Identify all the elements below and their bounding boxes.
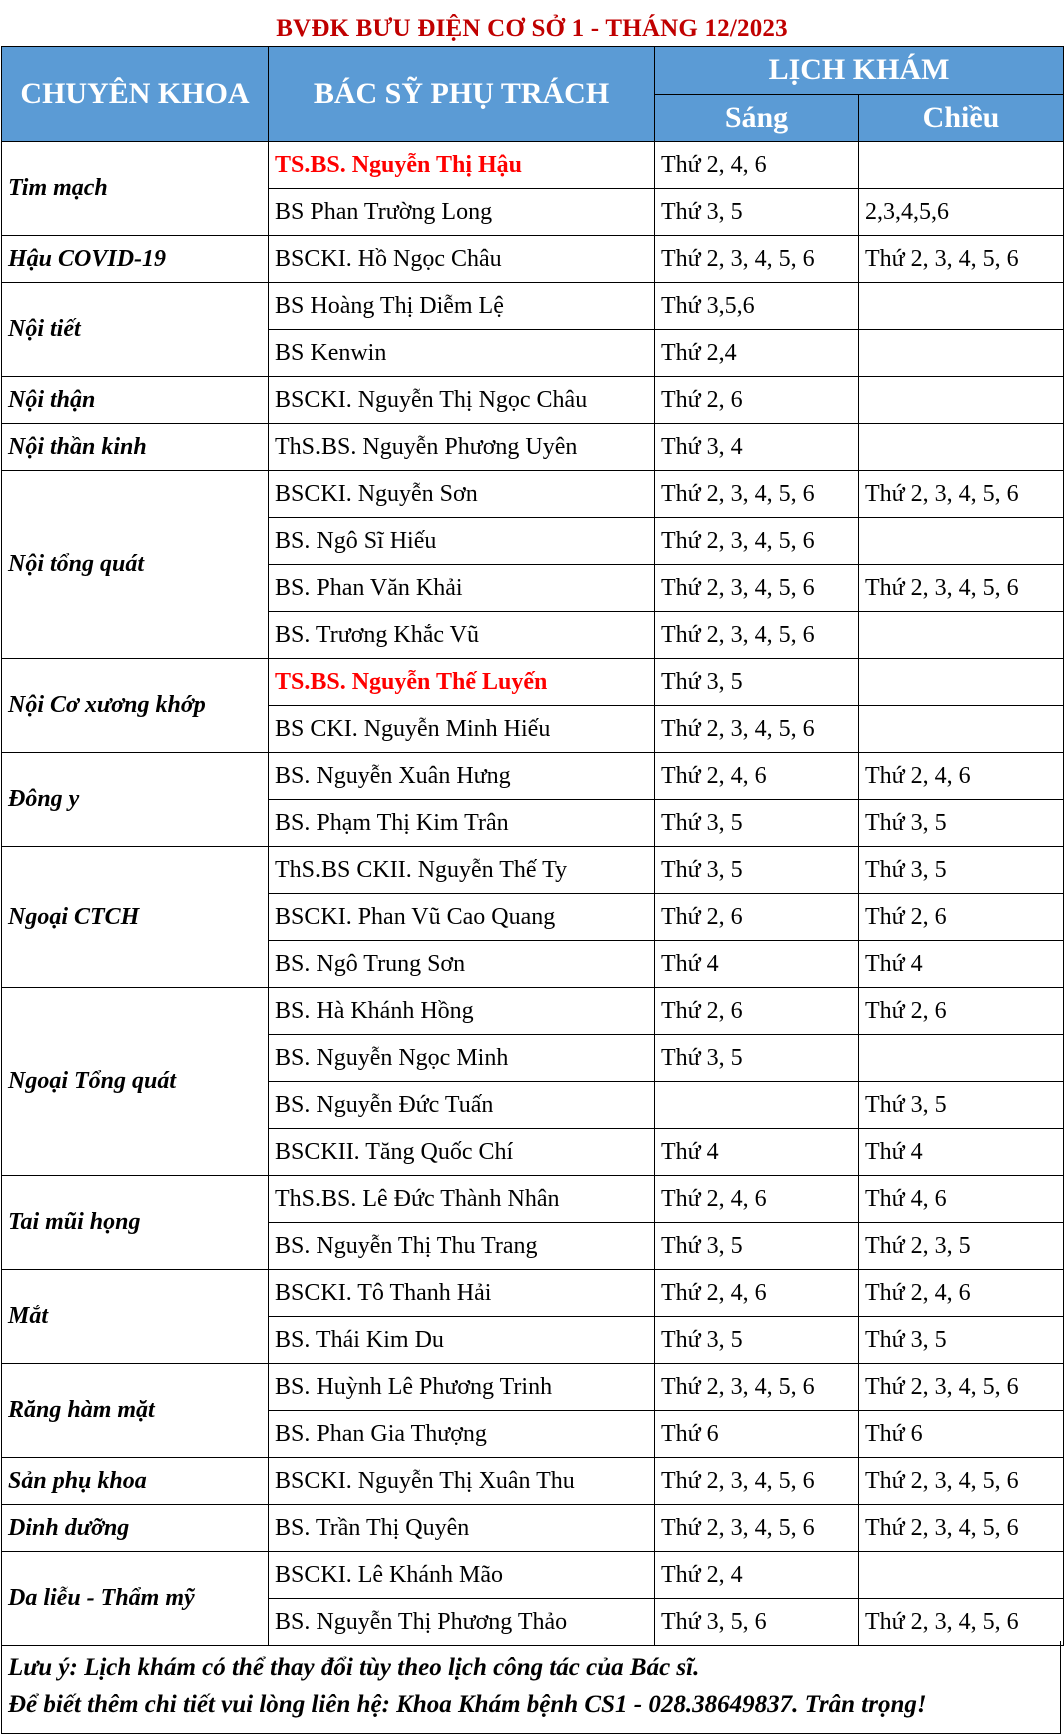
afternoon-cell [859, 330, 1064, 377]
morning-cell: Thứ 2, 6 [655, 377, 859, 424]
afternoon-cell: Thứ 2, 3, 4, 5, 6 [859, 236, 1064, 283]
afternoon-cell [859, 142, 1064, 189]
doctor-cell: BS. Ngô Sĩ Hiếu [269, 518, 655, 565]
afternoon-cell: Thứ 2, 3, 4, 5, 6 [859, 1505, 1064, 1552]
doctor-cell: BSCKI. Lê Khánh Mão [269, 1552, 655, 1599]
morning-cell: Thứ 2, 6 [655, 988, 859, 1035]
doctor-cell: BS. Phan Gia Thượng [269, 1411, 655, 1458]
specialty-cell: Hậu COVID-19 [2, 236, 269, 283]
footer-note [1, 1641, 1061, 1734]
doctor-cell: BS. Trần Thị Quyên [269, 1505, 655, 1552]
doctor-cell: BS Kenwin [269, 330, 655, 377]
specialty-cell: Sản phụ khoa [2, 1458, 269, 1505]
doctor-cell: TS.BS. Nguyễn Thị Hậu [269, 142, 655, 189]
doctor-cell: BS. Ngô Trung Sơn [269, 941, 655, 988]
afternoon-cell: Thứ 6 [859, 1411, 1064, 1458]
afternoon-cell [859, 424, 1064, 471]
doctor-cell: BS. Trương Khắc Vũ [269, 612, 655, 659]
morning-cell: Thứ 2, 4, 6 [655, 142, 859, 189]
doctor-cell: BS. Nguyễn Ngọc Minh [269, 1035, 655, 1082]
doctor-cell: ThS.BS CKII. Nguyễn Thế Ty [269, 847, 655, 894]
morning-cell: Thứ 6 [655, 1411, 859, 1458]
afternoon-cell: Thứ 3, 5 [859, 1082, 1064, 1129]
specialty-cell: Da liễu - Thẩm mỹ [2, 1552, 269, 1646]
afternoon-cell: 2,3,4,5,6 [859, 189, 1064, 236]
specialty-cell: Ngoại CTCH [2, 847, 269, 988]
table-row [2, 847, 1064, 894]
note-line-1: Lưu ý: Lịch khám có thể thay đổi tùy theo lịch công tác của Bác sĩ. [8, 1654, 700, 1681]
table-header [2, 47, 1064, 142]
table-row [2, 988, 1064, 1035]
table-row [2, 283, 1064, 330]
doctor-cell: BS. Hà Khánh Hồng [269, 988, 655, 1035]
morning-cell: Thứ 3, 5 [655, 659, 859, 706]
table-row [2, 1552, 1064, 1599]
note-line-2: Để biết thêm chi tiết vui lòng liên hệ: Khoa Khám bệnh CS1 - 028.38649837. Trân trọng! [8, 1691, 927, 1718]
afternoon-cell: Thứ 4 [859, 1129, 1064, 1176]
doctor-cell: BS. Nguyễn Thị Thu Trang [269, 1223, 655, 1270]
morning-cell: Thứ 2, 4, 6 [655, 753, 859, 800]
specialty-cell: Tim mạch [2, 142, 269, 236]
morning-cell: Thứ 2, 3, 4, 5, 6 [655, 518, 859, 565]
afternoon-cell: Thứ 3, 5 [859, 847, 1064, 894]
afternoon-cell [859, 706, 1064, 753]
doctor-cell: BS. Phan Văn Khải [269, 565, 655, 612]
doctor-cell: BSCKI. Hồ Ngọc Châu [269, 236, 655, 283]
morning-cell: Thứ 2, 4, 6 [655, 1176, 859, 1223]
morning-cell: Thứ 2, 3, 4, 5, 6 [655, 471, 859, 518]
doctor-cell: BS. Nguyễn Xuân Hưng [269, 753, 655, 800]
afternoon-cell: Thứ 2, 3, 4, 5, 6 [859, 471, 1064, 518]
specialty-cell: Nội thận [2, 377, 269, 424]
afternoon-cell [859, 377, 1064, 424]
morning-cell: Thứ 2, 3, 4, 5, 6 [655, 706, 859, 753]
table-row [2, 377, 1064, 424]
doctor-cell: BS. Huỳnh Lê Phương Trinh [269, 1364, 655, 1411]
specialty-cell: Mắt [2, 1270, 269, 1364]
header-afternoon: Chiều [859, 94, 1064, 142]
morning-cell: Thứ 3, 5 [655, 189, 859, 236]
afternoon-cell [859, 1552, 1064, 1599]
table-body [2, 142, 1064, 1646]
morning-cell: Thứ 2, 3, 4, 5, 6 [655, 1458, 859, 1505]
specialty-cell: Nội Cơ xương khớp [2, 659, 269, 753]
morning-cell: Thứ 3, 5 [655, 1035, 859, 1082]
header-specialty: CHUYÊN KHOA [2, 47, 269, 142]
afternoon-cell: Thứ 2, 3, 4, 5, 6 [859, 1458, 1064, 1505]
doctor-cell: ThS.BS. Nguyễn Phương Uyên [269, 424, 655, 471]
table-row [2, 1458, 1064, 1505]
afternoon-cell: Thứ 2, 3, 5 [859, 1223, 1064, 1270]
morning-cell: Thứ 3, 5 [655, 1223, 859, 1270]
morning-cell: Thứ 2, 3, 4, 5, 6 [655, 612, 859, 659]
morning-cell [655, 1082, 859, 1129]
morning-cell: Thứ 3, 5, 6 [655, 1599, 859, 1646]
doctor-cell: BSCKI. Tô Thanh Hải [269, 1270, 655, 1317]
morning-cell: Thứ 2,4 [655, 330, 859, 377]
doctor-cell: BS. Phạm Thị Kim Trân [269, 800, 655, 847]
page-title: BVĐK BƯU ĐIỆN CƠ SỞ 1 - THÁNG 12/2023 [276, 15, 788, 42]
morning-cell: Thứ 3, 4 [655, 424, 859, 471]
morning-cell: Thứ 3, 5 [655, 1317, 859, 1364]
afternoon-cell [859, 1035, 1064, 1082]
specialty-cell: Ngoại Tổng quát [2, 988, 269, 1176]
doctor-cell: BS Phan Trường Long [269, 189, 655, 236]
doctor-cell: BS. Nguyễn Đức Tuấn [269, 1082, 655, 1129]
schedule-table [1, 46, 1064, 1646]
morning-cell: Thứ 2, 4, 6 [655, 1270, 859, 1317]
specialty-cell: Dinh dưỡng [2, 1505, 269, 1552]
morning-cell: Thứ 2, 3, 4, 5, 6 [655, 1505, 859, 1552]
table-row [2, 1176, 1064, 1223]
table-row [2, 1364, 1064, 1411]
specialty-cell: Tai mũi họng [2, 1176, 269, 1270]
morning-cell: Thứ 3, 5 [655, 847, 859, 894]
morning-cell: Thứ 3, 5 [655, 800, 859, 847]
morning-cell: Thứ 4 [655, 1129, 859, 1176]
afternoon-cell [859, 612, 1064, 659]
afternoon-cell: Thứ 4 [859, 941, 1064, 988]
afternoon-cell: Thứ 2, 4, 6 [859, 753, 1064, 800]
doctor-cell: TS.BS. Nguyễn Thế Luyến [269, 659, 655, 706]
afternoon-cell [859, 518, 1064, 565]
morning-cell: Thứ 2, 3, 4, 5, 6 [655, 1364, 859, 1411]
doctor-cell: BSCKI. Nguyễn Thị Xuân Thu [269, 1458, 655, 1505]
morning-cell: Thứ 2, 3, 4, 5, 6 [655, 565, 859, 612]
doctor-cell: ThS.BS. Lê Đức Thành Nhân [269, 1176, 655, 1223]
morning-cell: Thứ 3,5,6 [655, 283, 859, 330]
specialty-cell: Nội tổng quát [2, 471, 269, 659]
afternoon-cell: Thứ 2, 6 [859, 894, 1064, 941]
afternoon-cell: Thứ 2, 3, 4, 5, 6 [859, 565, 1064, 612]
doctor-cell: BSCKI. Nguyễn Thị Ngọc Châu [269, 377, 655, 424]
table-row [2, 471, 1064, 518]
doctor-cell: BSCKII. Tăng Quốc Chí [269, 1129, 655, 1176]
afternoon-cell: Thứ 2, 3, 4, 5, 6 [859, 1599, 1064, 1646]
table-row [2, 1270, 1064, 1317]
specialty-cell: Nội thần kinh [2, 424, 269, 471]
doctor-cell: BS CKI. Nguyễn Minh Hiếu [269, 706, 655, 753]
header-doctor: BÁC SỸ PHỤ TRÁCH [269, 47, 655, 142]
doctor-cell: BSCKI. Nguyễn Sơn [269, 471, 655, 518]
afternoon-cell: Thứ 2, 6 [859, 988, 1064, 1035]
table-row [2, 1505, 1064, 1552]
afternoon-cell [859, 283, 1064, 330]
afternoon-cell: Thứ 4, 6 [859, 1176, 1064, 1223]
table-row [2, 236, 1064, 283]
table-row [2, 424, 1064, 471]
afternoon-cell [859, 659, 1064, 706]
morning-cell: Thứ 4 [655, 941, 859, 988]
doctor-cell: BSCKI. Phan Vũ Cao Quang [269, 894, 655, 941]
morning-cell: Thứ 2, 4 [655, 1552, 859, 1599]
afternoon-cell: Thứ 3, 5 [859, 1317, 1064, 1364]
doctor-cell: BS. Thái Kim Du [269, 1317, 655, 1364]
header-schedule: LỊCH KHÁM [655, 47, 1064, 95]
table-row [2, 142, 1064, 189]
header-morning: Sáng [655, 94, 859, 142]
doctor-cell: BS. Nguyễn Thị Phương Thảo [269, 1599, 655, 1646]
afternoon-cell: Thứ 2, 3, 4, 5, 6 [859, 1364, 1064, 1411]
specialty-cell: Răng hàm mặt [2, 1364, 269, 1458]
doctor-cell: BS Hoàng Thị Diễm Lệ [269, 283, 655, 330]
table-row [2, 753, 1064, 800]
specialty-cell: Nội tiết [2, 283, 269, 377]
afternoon-cell: Thứ 2, 4, 6 [859, 1270, 1064, 1317]
specialty-cell: Đông y [2, 753, 269, 847]
morning-cell: Thứ 2, 3, 4, 5, 6 [655, 236, 859, 283]
afternoon-cell: Thứ 3, 5 [859, 800, 1064, 847]
table-row [2, 659, 1064, 706]
morning-cell: Thứ 2, 6 [655, 894, 859, 941]
